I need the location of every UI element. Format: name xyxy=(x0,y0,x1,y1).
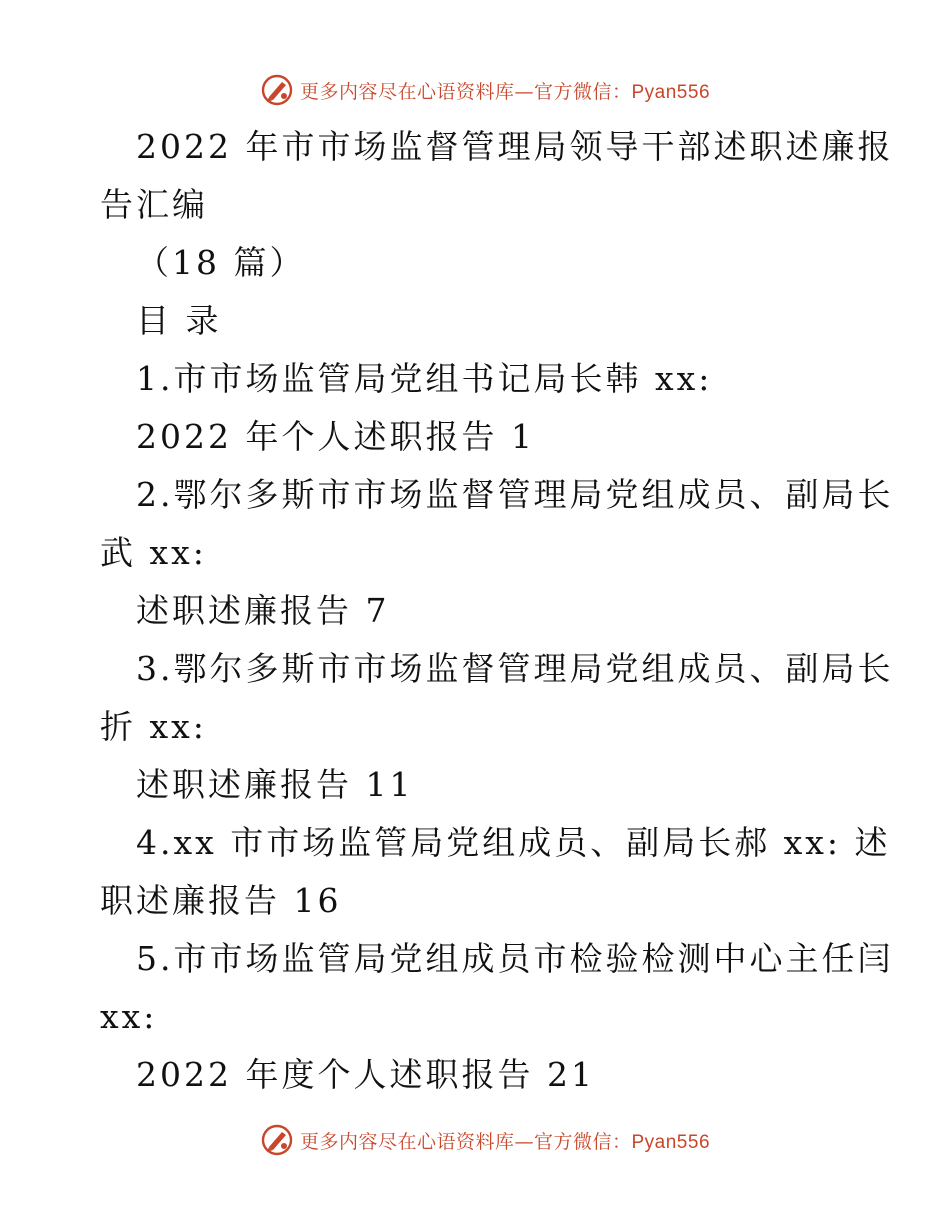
toc-entry: 武 xx: xyxy=(100,533,207,572)
toc-entry: 1.市市场监管局党组书记局长韩 xx: xyxy=(136,359,713,398)
watermark-text: 更多内容尽在心语资料库—官方微信：Pyan556 xyxy=(299,80,711,103)
document-body xyxy=(100,118,894,1104)
document-count: （18 篇） xyxy=(136,243,306,282)
toc-entry: 2022 年度个人述职报告 21 xyxy=(136,1055,595,1094)
toc-entry: 3.鄂尔多斯市市场监督管理局党组成员、副局长 xyxy=(136,649,894,688)
header-watermark xyxy=(0,70,950,110)
watermark-text: 更多内容尽在心语资料库—官方微信：Pyan556 xyxy=(299,1130,711,1153)
toc-entry: 述职述廉报告 11 xyxy=(136,765,414,804)
pen-emblem-icon xyxy=(260,73,294,107)
toc-entry: 职述廉报告 16 xyxy=(100,881,342,920)
footer-watermark xyxy=(0,1120,950,1160)
toc-entry: 4.xx 市市场监管局党组成员、副局长郝 xx: 述 xyxy=(136,823,891,862)
toc-entry: 2022 年个人述职报告 1 xyxy=(136,417,535,456)
toc-entry: 折 xx: xyxy=(100,707,207,746)
toc-entry: 2.鄂尔多斯市市场监督管理局党组成员、副局长 xyxy=(136,475,894,514)
document-title-line-2: 告汇编 xyxy=(100,185,208,224)
toc-heading: 目 录 xyxy=(136,301,222,340)
document-title-line-1: 2022 年市市场监督管理局领导干部述职述廉报 xyxy=(136,127,894,166)
toc-entry: 5.市市场监管局党组成员市检验检测中心主任闫 xyxy=(136,939,894,978)
toc-entry: xx: xyxy=(100,997,158,1036)
toc-entry: 述职述廉报告 7 xyxy=(136,591,390,630)
pen-emblem-icon xyxy=(260,1123,294,1157)
